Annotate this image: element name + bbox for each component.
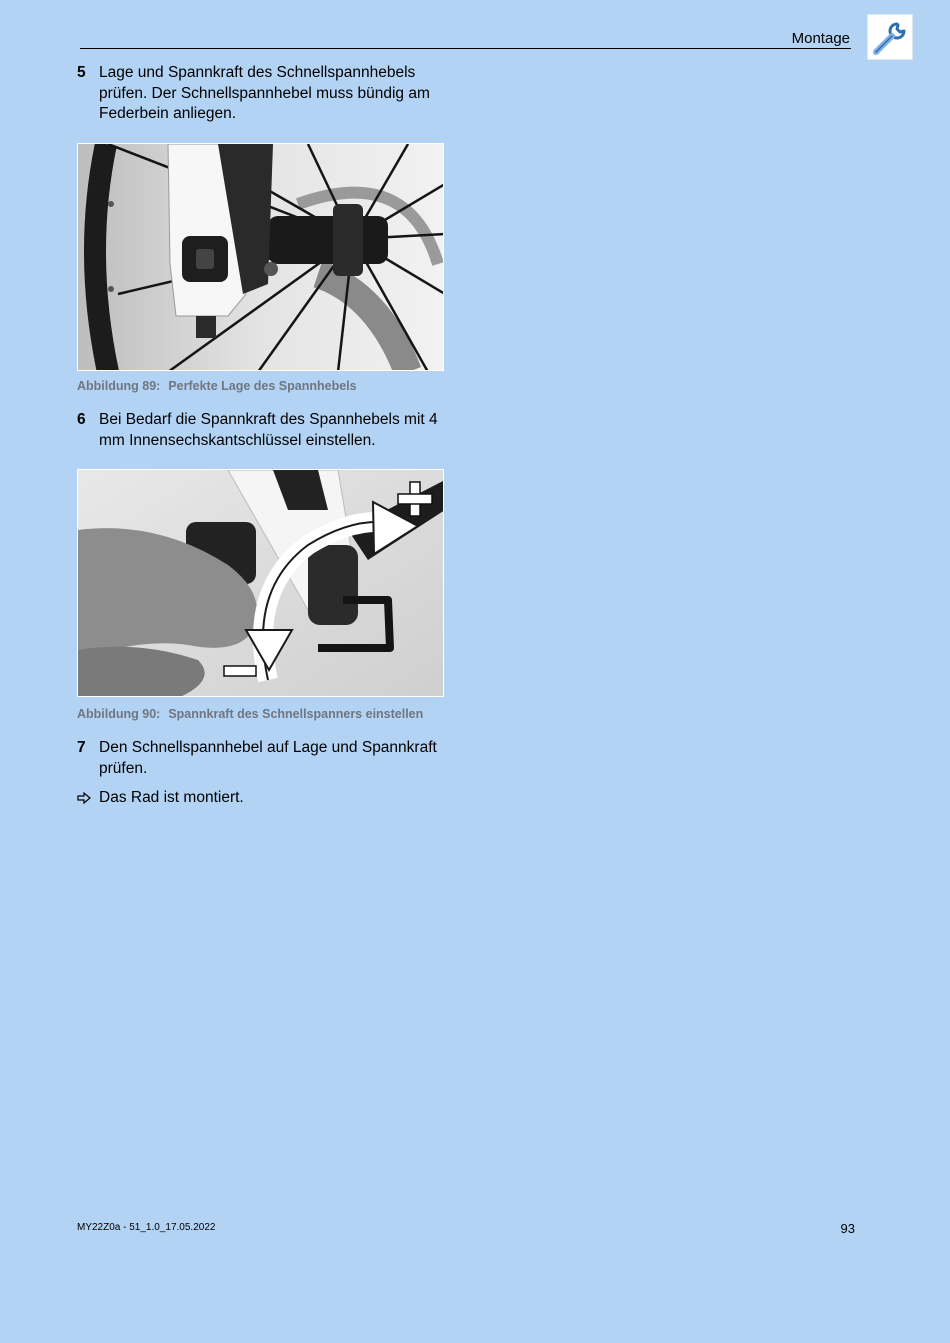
figure-89-caption xyxy=(77,379,357,393)
step-number: 7 xyxy=(77,739,86,756)
step-text: Lage und Spannkraft des Schnellspannhebels prüfen. Der Schnellspannhebel muss bündig am Federbein anliegen. xyxy=(99,64,430,122)
wrench-icon xyxy=(867,14,913,60)
section-title: Montage xyxy=(791,30,850,47)
arrow-right-outline-icon xyxy=(77,788,91,811)
caption-text: Spannkraft des Schnellspanners einstellen xyxy=(168,707,424,721)
step-number: 5 xyxy=(77,64,86,81)
footer-doc-id: MY22Z0a - 51_1.0_17.05.2022 xyxy=(77,1222,216,1233)
step-text: Den Schnellspannhebel auf Lage und Spannkraft prüfen. xyxy=(99,739,437,777)
figure-89-photo xyxy=(77,143,444,371)
step-number: 6 xyxy=(77,411,86,428)
page-number: 93 xyxy=(840,1221,855,1236)
caption-text: Perfekte Lage des Spannhebels xyxy=(168,379,357,393)
figure-90-caption xyxy=(77,707,423,721)
header-rule xyxy=(80,48,851,49)
result-text: Das Rad ist montiert. xyxy=(99,789,244,806)
step-text: Bei Bedarf die Spannkraft des Spannhebels mit 4 mm Innensechskantschlüssel einstellen. xyxy=(99,411,438,449)
caption-label: Abbildung 89: xyxy=(77,379,161,393)
figure-90-photo xyxy=(77,469,444,697)
caption-label: Abbildung 90: xyxy=(77,707,161,721)
